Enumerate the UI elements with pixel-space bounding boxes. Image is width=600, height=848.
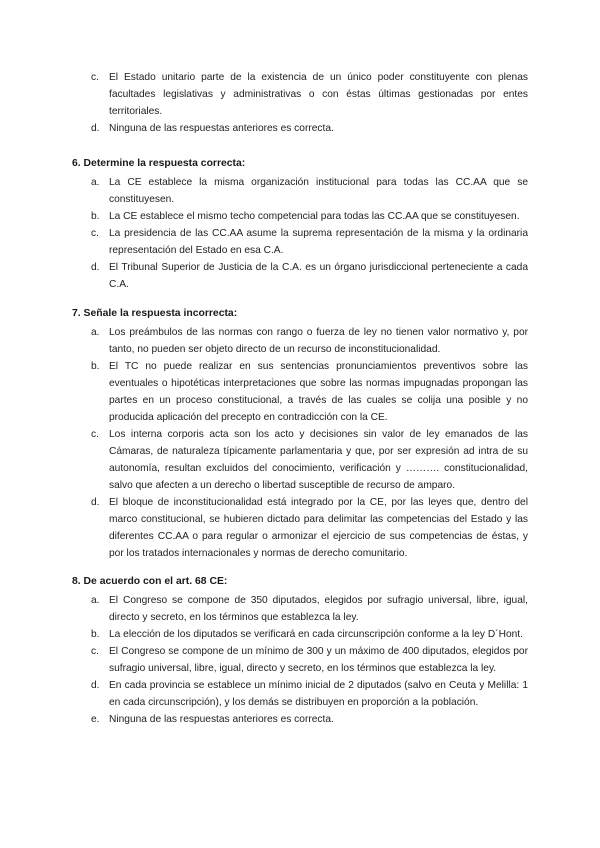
option-c: [72, 69, 528, 120]
option-b: [72, 626, 528, 643]
option-letter: c.: [91, 72, 99, 83]
question-7: [72, 305, 528, 562]
option-c: [72, 225, 528, 259]
option-list: [72, 592, 528, 728]
option-d: [72, 259, 528, 293]
option-d: [72, 120, 528, 137]
option-d: [72, 494, 528, 562]
option-text: Los interna corporis acta son los acto y decisiones sin valor de ley emanados de las Cámaras, de naturaleza típicamente parlamentaria y que, por ser expresión ad intra de su autonomía, resultan excluidos del conocimiento, verificación y ………. constitucionalidad, salvo que afecten a un derecho o libertad susceptible de recurso de amparo.: [109, 429, 528, 491]
option-text: El TC no puede realizar en sus sentencias pronunciamientos preventivos sobre las eventuales o hipotéticas interpretaciones que sobre las normas impugnadas propongan las partes en un proceso constitucional, a través de las cuales se colija una posible y no producida aplicación del precepto en contradicción con la CE.: [109, 361, 528, 423]
option-a: [72, 592, 528, 626]
option-list: [72, 324, 528, 562]
option-text: El Congreso se compone de un mínimo de 300 y un máximo de 400 diputados, elegidos por sufragio universal, libre, igual, directo y secreto, en los términos que establezca la ley.: [109, 646, 528, 674]
option-c: [72, 643, 528, 677]
option-b: [72, 358, 528, 426]
option-text: El Estado unitario parte de la existencia de un único poder constituyente con plenas facultades legislativas y administrativas o con éstas últimas gestionadas por entes territoriales.: [109, 72, 528, 117]
question-title: 8. De acuerdo con el art. 68 CE:: [72, 576, 228, 587]
question-title: 7. Señale la respuesta incorrecta:: [72, 308, 238, 319]
option-c: [72, 426, 528, 494]
option-letter: d.: [91, 680, 100, 691]
option-letter: c.: [91, 646, 99, 657]
option-letter: d.: [91, 497, 100, 508]
question-title: 6. Determine la respuesta correcta:: [72, 158, 246, 169]
question-8: [72, 573, 528, 728]
option-text: La presidencia de las CC.AA asume la suprema representación de la misma y la ordinaria representación del Estado en esa C.A.: [109, 228, 528, 256]
option-list: [72, 174, 528, 293]
option-text: La CE establece el mismo techo competencial para todas las CC.AA que se constituyesen.: [109, 211, 520, 222]
option-a: [72, 324, 528, 358]
option-letter: b.: [91, 361, 100, 372]
option-e: [72, 711, 528, 728]
option-b: [72, 208, 528, 225]
option-text: El bloque de inconstitucionalidad está integrado por la CE, por las leyes que, dentro del marco constitucional, se hubieren dictado para delimitar las competencias del Estado y las diferentes CC.AA o para regular o armonizar el ejercicio de sus competencias de éstas, y por los tratados internacionales y normas de derecho comunitario.: [109, 497, 528, 559]
option-text: El Congreso se compone de 350 diputados, elegidos por sufragio universal, libre, igual, directo y secreto, en los términos que establezca la ley.: [109, 595, 528, 623]
option-letter: e.: [91, 714, 100, 725]
option-text: Los preámbulos de las normas con rango o fuerza de ley no tienen valor normativo y, por tanto, no pueden ser objeto directo de un recurso de inconstitucionalidad.: [109, 327, 528, 355]
option-text: Ninguna de las respuestas anteriores es correcta.: [109, 714, 334, 725]
option-letter: c.: [91, 429, 99, 440]
question-5-continuation: [72, 69, 528, 137]
option-text: En cada provincia se establece un mínimo inicial de 2 diputados (salvo en Ceuta y Melilla: 1 en cada circunscripción), y los demás se distribuyen en proporción a la población.: [109, 680, 528, 708]
option-text: La elección de los diputados se verificará en cada circunscripción conforme a la ley D´Hont.: [109, 629, 523, 640]
option-list: [72, 69, 528, 137]
question-6: [72, 155, 528, 293]
option-text: Ninguna de las respuestas anteriores es correcta.: [109, 123, 334, 134]
option-letter: b.: [91, 629, 100, 640]
option-letter: d.: [91, 123, 100, 134]
option-letter: b.: [91, 211, 100, 222]
option-d: [72, 677, 528, 711]
option-letter: c.: [91, 228, 99, 239]
option-text: El Tribunal Superior de Justicia de la C.A. es un órgano jurisdiccional perteneciente a cada C.A.: [109, 262, 528, 290]
option-letter: a.: [91, 177, 100, 188]
option-letter: d.: [91, 262, 100, 273]
option-a: [72, 174, 528, 208]
option-letter: a.: [91, 595, 100, 606]
option-letter: a.: [91, 327, 100, 338]
option-text: La CE establece la misma organización institucional para todas las CC.AA que se constituyesen.: [109, 177, 528, 205]
